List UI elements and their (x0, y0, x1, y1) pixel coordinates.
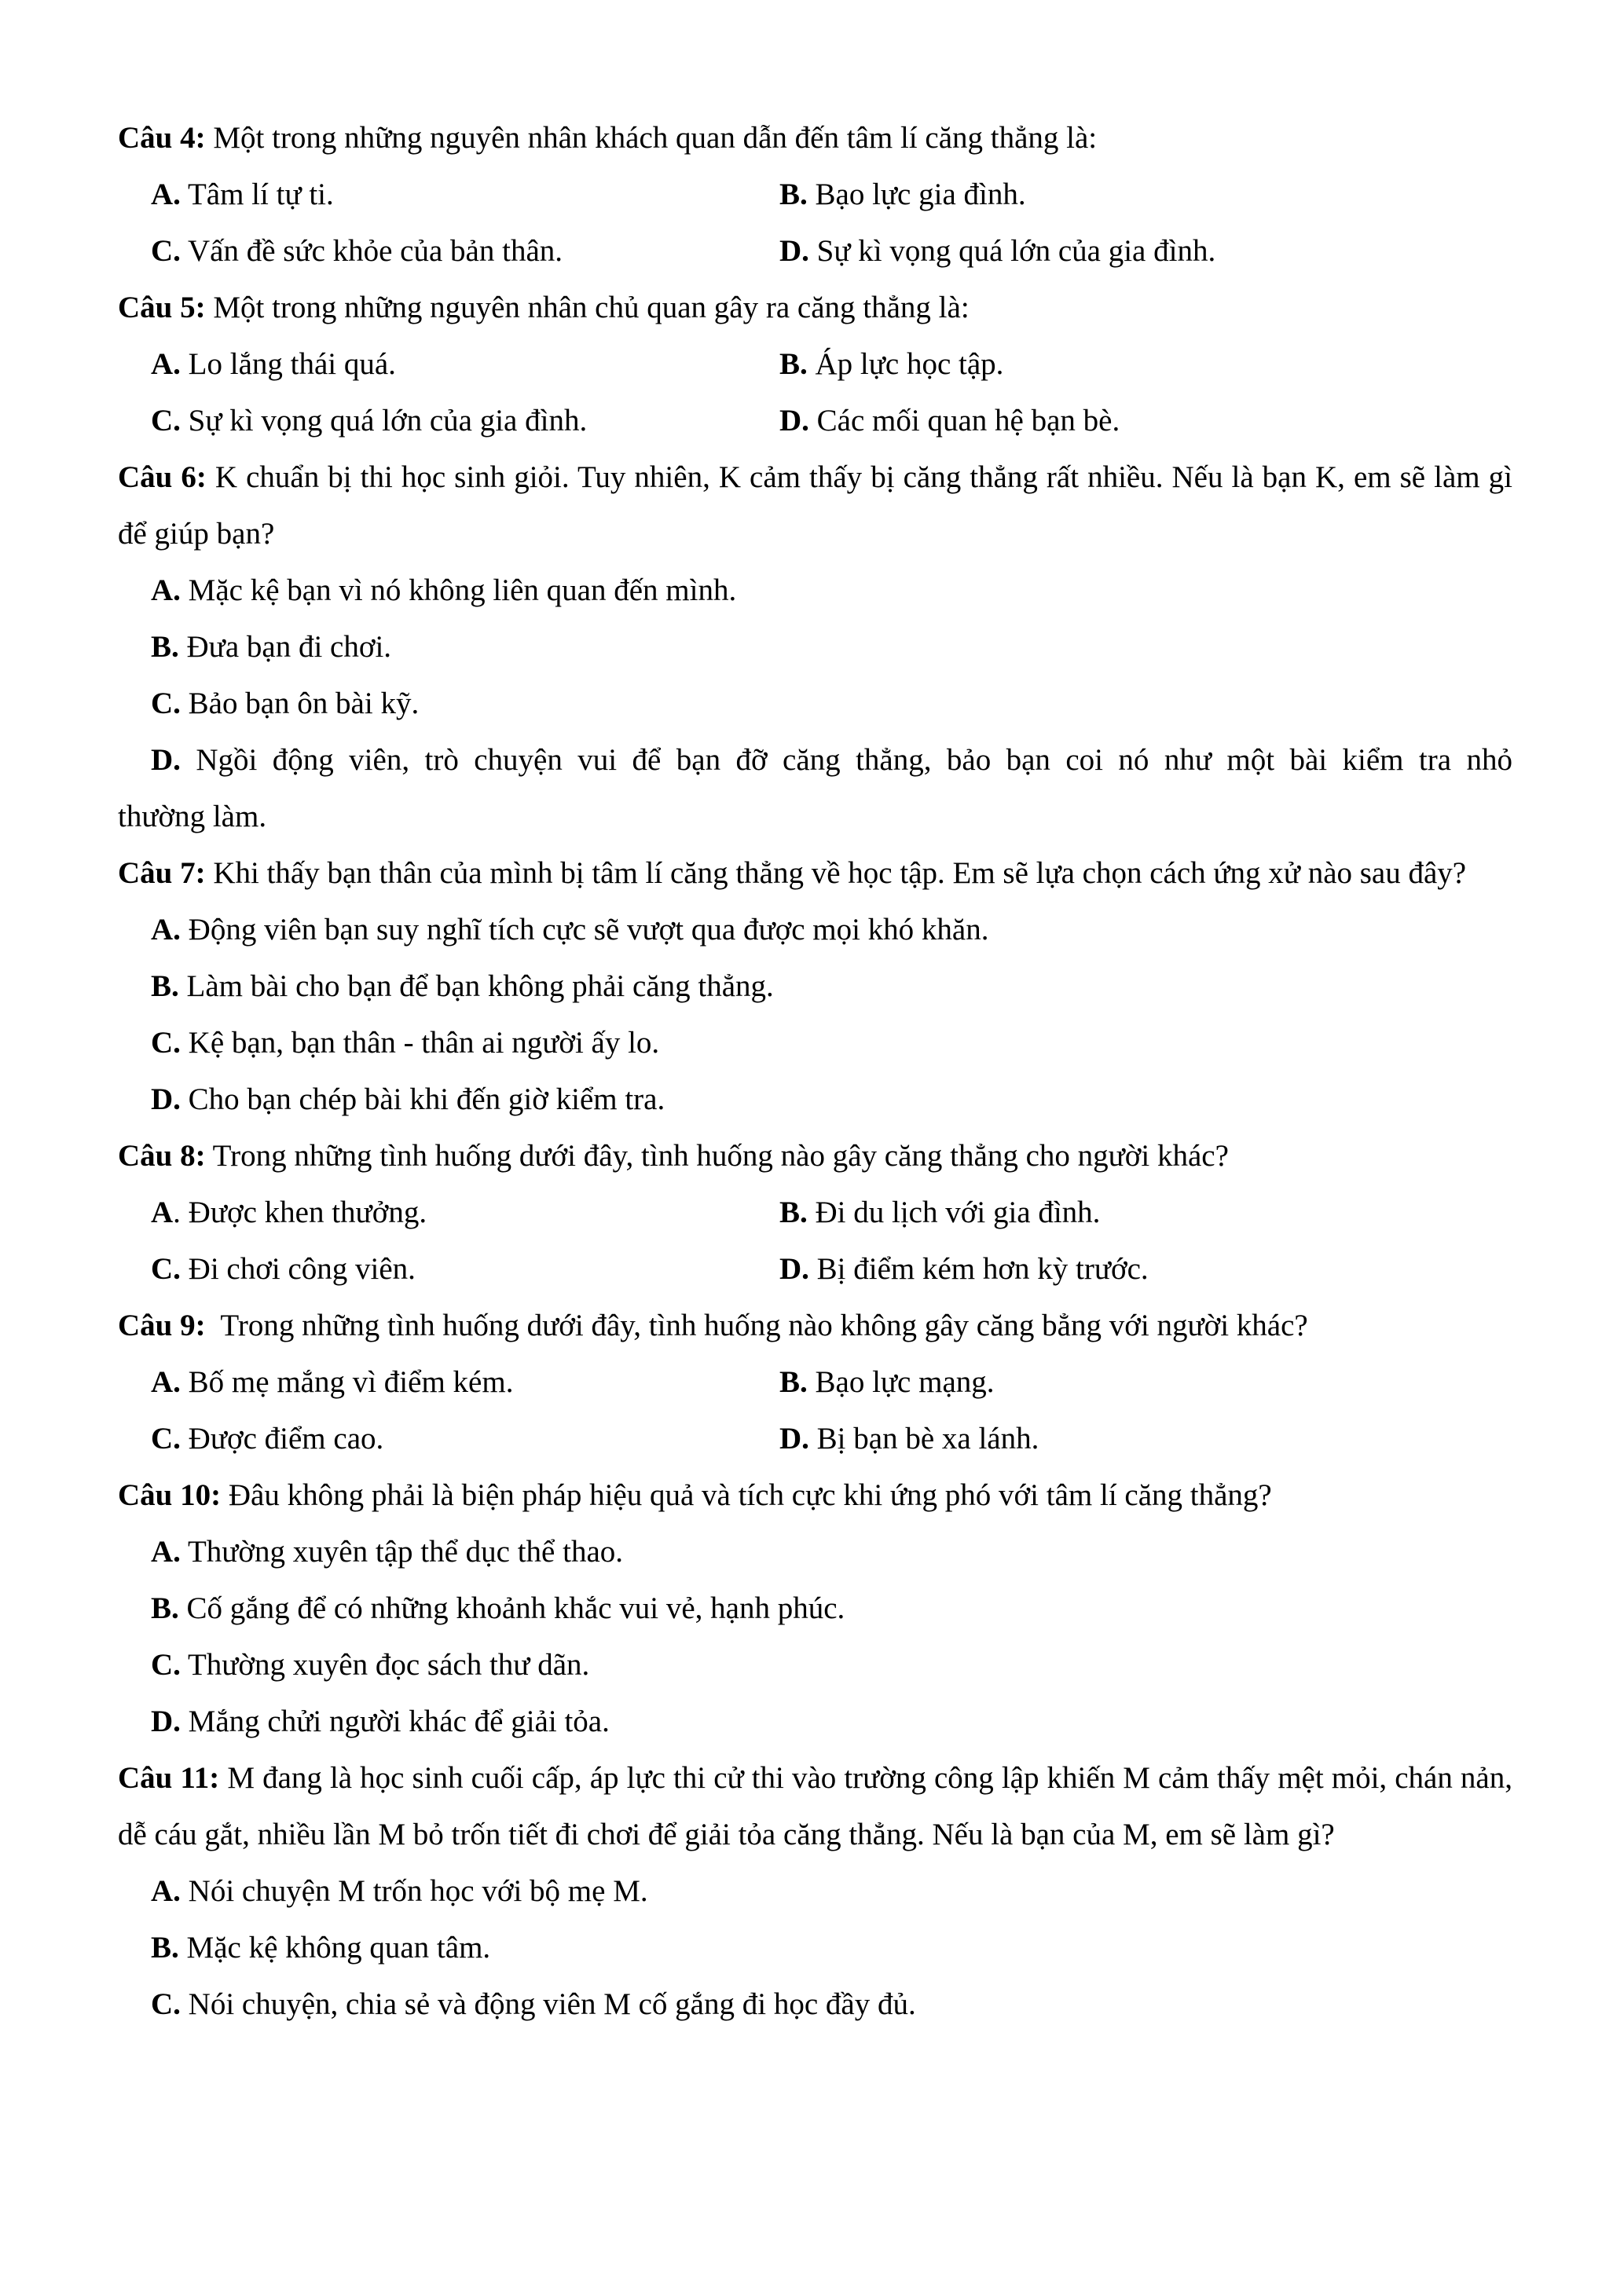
option-a (118, 902, 1512, 958)
option-b (118, 958, 1512, 1015)
option-text: Đi du lịch với gia đình. (807, 1196, 1101, 1229)
option-d (779, 1411, 1039, 1467)
option-letter: B. (779, 1196, 808, 1229)
option-letter: C. (151, 1252, 181, 1286)
option-c (118, 1637, 1512, 1694)
option-letter: D. (151, 1705, 181, 1738)
option-text: Bị điểm kém hơn kỳ trước. (808, 1252, 1149, 1286)
option-text: Bạo lực gia đình. (807, 178, 1026, 211)
option-letter: D. (779, 404, 809, 438)
option-letter: A. (151, 1365, 181, 1399)
options-row (118, 393, 1512, 449)
option-c (118, 1015, 1512, 1071)
option-text: Làm bài cho bạn để bạn không phải căng thẳng. (178, 969, 774, 1003)
option-letter: B. (779, 347, 808, 381)
option-a (118, 167, 779, 223)
options-row (118, 336, 1512, 393)
option-letter: A. (151, 1874, 181, 1908)
option-letter: A. (151, 178, 181, 211)
option-letter: B. (151, 630, 179, 664)
options-row (118, 1185, 1512, 1241)
question-number: Câu 11: (118, 1761, 220, 1795)
option-text: Mặc kệ không quan tâm. (178, 1931, 491, 1965)
option-letter: A (151, 1196, 174, 1229)
option-d (118, 1071, 1512, 1128)
option-letter: D. (779, 1252, 809, 1286)
option-c (118, 1976, 1512, 2033)
document-page (118, 110, 1512, 2033)
options-row (118, 223, 1512, 280)
question-4 (118, 110, 1512, 167)
question-6 (118, 449, 1512, 562)
option-letter: C. (151, 1422, 181, 1456)
option-text: Vấn đề sức khỏe của bản thân. (180, 234, 563, 268)
option-text: Ngồi động viên, trò chuyện vui để bạn đỡ căng thẳng, bảo bạn coi nó như một bài kiểm tra nhỏ (180, 743, 1512, 777)
question-number: Câu 9: (118, 1309, 206, 1342)
option-text: Lo lắng thái quá. (180, 347, 396, 381)
option-d (779, 223, 1215, 280)
option-c (118, 1411, 779, 1467)
option-a (118, 1524, 1512, 1580)
option-letter: A. (151, 913, 181, 947)
option-text: Động viên bạn suy nghĩ tích cực sẽ vượt qua được mọi khó khăn. (180, 913, 989, 947)
option-letter: C. (151, 1026, 181, 1060)
option-letter: C. (151, 687, 181, 720)
option-b (779, 336, 1003, 393)
option-letter: C. (151, 404, 181, 438)
option-letter: D. (151, 743, 181, 777)
option-letter: B. (779, 1365, 808, 1399)
options-row (118, 1241, 1512, 1298)
option-text: Kệ bạn, bạn thân - thân ai người ấy lo. (180, 1026, 660, 1060)
option-letter: D. (151, 1082, 181, 1116)
option-b (779, 1354, 995, 1411)
option-text: Các mối quan hệ bạn bè. (808, 404, 1120, 438)
option-text: Bố mẹ mắng vì điểm kém. (180, 1365, 514, 1399)
question-7 (118, 845, 1512, 902)
option-text: Nói chuyện M trốn học với bộ mẹ M. (180, 1874, 648, 1908)
option-letter: A. (151, 347, 181, 381)
option-d-continuation: thường làm. (118, 800, 267, 833)
option-text: Được điểm cao. (180, 1422, 384, 1456)
question-10 (118, 1467, 1512, 1524)
question-text: Trong những tình huống dưới đây, tình huống nào không gây căng bẳng với người khác? (205, 1309, 1308, 1342)
question-number: Câu 8: (118, 1139, 206, 1173)
option-d (118, 732, 1512, 789)
option-text: Bị bạn bè xa lánh. (808, 1422, 1039, 1456)
option-text: Thường xuyên đọc sách thư dãn. (180, 1648, 590, 1682)
option-a (118, 1354, 779, 1411)
option-b (779, 167, 1026, 223)
option-b (118, 1580, 1512, 1637)
option-text: Nói chuyện, chia sẻ và động viên M cố gắng đi học đầy đủ. (180, 1987, 916, 2021)
question-text: Khi thấy bạn thân của mình bị tâm lí căng thẳng về học tập. Em sẽ lựa chọn cách ứng xử nào sau đây? (205, 856, 1467, 890)
option-letter: B. (779, 178, 808, 211)
options-row (118, 1354, 1512, 1411)
option-b (118, 619, 1512, 676)
option-letter: D. (779, 234, 809, 268)
option-letter: B. (151, 969, 179, 1003)
option-letter: C. (151, 1987, 181, 2021)
question-number: Câu 7: (118, 856, 206, 890)
question-number: Câu 5: (118, 291, 206, 324)
question-text: M đang là học sinh cuối cấp, áp lực thi cử thi vào trường công lập khiến M cảm thấy mệt mỏi, chán nản, dễ cáu gắt, nhiều lần M bỏ trốn tiết đi chơi để giải tỏa căng thẳng. Nếu là bạn của M, em sẽ làm gì? (118, 1761, 1512, 1851)
option-a (118, 1185, 779, 1241)
question-number: Câu 10: (118, 1478, 222, 1512)
option-text: Sự kì vọng quá lớn của gia đình. (808, 234, 1216, 268)
option-letter: B. (151, 1591, 179, 1625)
option-c (118, 676, 1512, 732)
option-a (118, 1863, 1512, 1920)
question-text: Đâu không phải là biện pháp hiệu quả và tích cực khi ứng phó với tâm lí căng thẳng? (221, 1478, 1272, 1512)
question-text: Trong những tình huống dưới đây, tình huống nào gây căng thẳng cho người khác? (205, 1139, 1229, 1173)
option-letter: D. (779, 1422, 809, 1456)
question-9 (118, 1298, 1512, 1354)
question-text: Một trong những nguyên nhân khách quan dẫn đến tâm lí căng thẳng là: (205, 121, 1098, 155)
option-text: Mắng chửi người khác để giải tỏa. (180, 1705, 610, 1738)
option-letter: C. (151, 234, 181, 268)
option-d (779, 393, 1120, 449)
option-text: Đưa bạn đi chơi. (178, 630, 392, 664)
option-text: Bảo bạn ôn bài kỹ. (180, 687, 420, 720)
question-number: Câu 4: (118, 121, 206, 155)
options-row (118, 1411, 1512, 1467)
option-a (118, 336, 779, 393)
option-text: Áp lực học tập. (807, 347, 1004, 381)
option-text: Cố gắng để có những khoảnh khắc vui vẻ, hạnh phúc. (178, 1591, 845, 1625)
option-letter: A. (151, 1535, 181, 1569)
option-letter: A. (151, 573, 181, 607)
option-c (118, 223, 779, 280)
option-text: Bạo lực mạng. (807, 1365, 995, 1399)
option-text: Đi chơi công viên. (180, 1252, 416, 1286)
option-text: Thường xuyên tập thể dục thể thao. (180, 1535, 624, 1569)
option-c (118, 393, 779, 449)
option-text: Mặc kệ bạn vì nó không liên quan đến mình. (180, 573, 737, 607)
option-letter: B. (151, 1931, 179, 1965)
question-number: Câu 6: (118, 460, 207, 494)
question-11 (118, 1750, 1512, 1863)
option-text: Sự kì vọng quá lớn của gia đình. (180, 404, 588, 438)
options-row (118, 167, 1512, 223)
option-d (779, 1241, 1149, 1298)
option-text: . Được khen thưởng. (173, 1196, 427, 1229)
question-5 (118, 280, 1512, 336)
question-8 (118, 1128, 1512, 1185)
option-d (118, 1694, 1512, 1750)
option-text: Cho bạn chép bài khi đến giờ kiểm tra. (180, 1082, 665, 1116)
question-text: K chuẩn bị thi học sinh giỏi. Tuy nhiên, K cảm thấy bị căng thẳng rất nhiều. Nếu là bạn K, em sẽ làm gì để giúp bạn? (118, 460, 1512, 551)
option-text: Tâm lí tự ti. (180, 178, 334, 211)
option-b (779, 1185, 1100, 1241)
question-text: Một trong những nguyên nhân chủ quan gây ra căng thẳng là: (205, 291, 970, 324)
option-letter: C. (151, 1648, 181, 1682)
option-b (118, 1920, 1512, 1976)
option-c (118, 1241, 779, 1298)
option-a (118, 562, 1512, 619)
